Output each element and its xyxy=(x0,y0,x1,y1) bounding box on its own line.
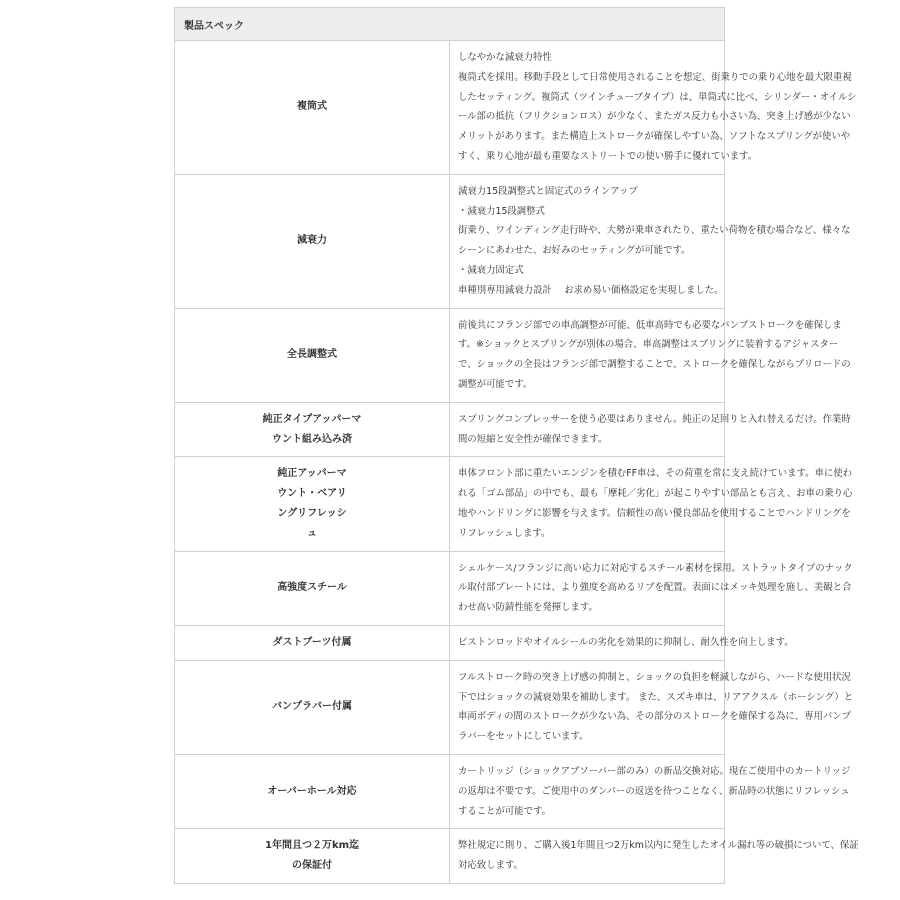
spec-row xyxy=(175,308,725,402)
spec-description-line: 前後共にフランジ部での車高調整が可能、低車高時でも必要なバンプストロークを確保しま xyxy=(458,319,842,331)
spec-description-line: れる「ゴム部品」の中でも、最も「摩耗／劣化」が起こりやすい部品とも言え、お車の乗り心 xyxy=(458,488,853,500)
spec-label-line: ウント・ベアリ xyxy=(277,487,347,499)
spec-label xyxy=(175,754,450,828)
spec-row xyxy=(175,754,725,828)
spec-table-title: 製品スペック xyxy=(175,8,725,41)
spec-table xyxy=(174,7,859,884)
spec-description-line: 対応致します。 xyxy=(458,860,523,872)
spec-description xyxy=(450,308,851,402)
spec-description-line: することが可能です。 xyxy=(458,805,551,817)
spec-description-line: す。※ショックとスプリングが別体の場合、車高調整はスプリングに装着するアジャスター xyxy=(458,339,839,351)
spec-description-line: スプリングコンプレッサーを使う必要はありません。純正の足回りと入れ替えるだけ。作業時 xyxy=(458,413,851,425)
spec-description-line: リフレッシュします。 xyxy=(458,527,551,539)
spec-description-line: すく、乗り心地が最も重要なストリートでの使い勝手に優れています。 xyxy=(458,150,758,162)
spec-description-line: ・減衰力固定式 xyxy=(458,264,524,276)
spec-description xyxy=(450,402,851,457)
spec-row xyxy=(175,829,725,884)
spec-label-line: 純正タイプアッパーマ xyxy=(262,413,362,425)
spec-label-line: ダストブーツ付属 xyxy=(272,636,352,648)
spec-description-line: 減衰力15段調整式と固定式のラインアップ xyxy=(458,185,638,197)
spec-label xyxy=(175,41,450,175)
spec-description-line: シーンにあわせた、お好みのセッティングが可能です。 xyxy=(458,245,691,257)
spec-label xyxy=(175,308,450,402)
spec-label xyxy=(175,174,450,308)
spec-label xyxy=(175,660,450,754)
spec-row xyxy=(175,41,725,175)
spec-label xyxy=(175,829,450,884)
spec-description-line: 下ではショックの減衰効果を補助します。 また、スズキ車は、リアアクスル（ホーシング）と xyxy=(458,691,854,703)
spec-description xyxy=(450,457,853,551)
spec-label-line: ングリフレッシ xyxy=(277,507,347,519)
spec-label-line: 純正アッパーマ xyxy=(277,467,347,479)
spec-description-line: 複筒式を採用。移動手段として日常使用されることを想定、街乗りでの乗り心地を最大限重視 xyxy=(458,71,852,83)
spec-label xyxy=(175,625,450,660)
spec-row xyxy=(175,660,725,754)
spec-description xyxy=(450,625,794,660)
spec-description-line: ラバーをセットにしています。 xyxy=(458,731,589,743)
spec-row xyxy=(175,625,725,660)
spec-description-line: 地やハンドリングに影響を与えます。信頼性の高い優良部品を使用することでハンドリングを xyxy=(458,507,851,519)
spec-label xyxy=(175,457,450,551)
spec-label-line: バンプラバー付属 xyxy=(272,701,352,713)
spec-description-line: わせ高い防錆性能を発揮します。 xyxy=(458,602,598,614)
spec-label xyxy=(175,402,450,457)
spec-description-line: フルストローク時の突き上げ感の抑制と、ショックの負担を軽減しながら、ハードな使用状況 xyxy=(458,671,851,683)
spec-description xyxy=(450,551,853,625)
spec-description-line: シェルケース/フランジに高い応力に対応するスチール素材を採用。ストラットタイプのナック xyxy=(458,562,853,574)
spec-label-line: の保証付 xyxy=(292,860,332,872)
spec-description-line: カートリッジ（ショックアブソーバー部のみ）の新品交換対応。現在ご使用中のカートリッジ xyxy=(458,765,851,777)
spec-description-line: ール部の抵抗（フリクションロス）が少なく、またガス反力も小さい為、突き上げ感が少ない xyxy=(458,111,851,123)
spec-label-line: ュ xyxy=(307,527,317,539)
spec-description-line: 車両ボディの間のストロークが少ない為、その部分のストロークを確保する為に、専用バンプ xyxy=(458,711,852,723)
spec-label-line: 1年間且つ２万km迄 xyxy=(264,840,360,852)
spec-label-line: オーバーホール対応 xyxy=(267,785,357,797)
spec-table-header-row xyxy=(175,8,725,41)
spec-label-line: 高強度スチール xyxy=(277,582,347,594)
spec-description xyxy=(450,660,854,754)
spec-row xyxy=(175,551,725,625)
spec-row xyxy=(175,174,725,308)
spec-description-line: 調整が可能です。 xyxy=(458,378,533,390)
spec-label-line: 複筒式 xyxy=(297,101,327,113)
spec-description-line: ・減衰力15段調整式 xyxy=(458,205,545,217)
spec-description-line: したセッティング。複筒式（ツインチューブタイプ）は、単筒式に比べ、シリンダー・オイルシ xyxy=(458,91,857,103)
spec-description-line: 間の短縮と安全性が確保できます。 xyxy=(458,433,608,445)
spec-description-line: 弊社規定に則り、ご購入後1年間且つ2万km以内に発生したオイル漏れ等の破損について、保証 xyxy=(458,840,859,852)
spec-description xyxy=(450,829,859,884)
spec-label-line: ウント組み込み済 xyxy=(272,433,352,445)
spec-description xyxy=(450,754,851,828)
spec-description xyxy=(450,41,857,175)
spec-table-body xyxy=(175,41,859,884)
spec-description-line: 街乗り、ワインディング走行時や、大勢が乗車されたり、重たい荷物を積む場合など、様々な xyxy=(458,225,851,237)
spec-description-line: メリットがあります。また構造上ストロークが確保しやすい為、ソフトなスプリングが使いや xyxy=(458,131,851,143)
spec-description-line: 車種別専用減衰力設計 お求め易い価格設定を実現しました。 xyxy=(458,284,724,296)
spec-row xyxy=(175,402,725,457)
spec-label xyxy=(175,551,450,625)
spec-label-line: 減衰力 xyxy=(297,235,327,247)
spec-description-line: ピストンロッドやオイルシールの劣化を効果的に抑制し、耐久性を向上します。 xyxy=(458,636,794,648)
spec-description-line: しなやかな減衰力特性 xyxy=(458,52,552,63)
spec-description-line: 車体フロント部に重たいエンジンを積むFF車は、その荷重を常に支え続けています。車に使わ xyxy=(458,468,852,480)
spec-description-line: ル取付部プレートには、より強度を高めるリブを配置。表面にはメッキ処理を施し、美観と合 xyxy=(458,582,852,594)
spec-description-line: の返却は不要です。ご使用中のダンパーの返送を待つことなく、新品時の状態にリフレッシュ xyxy=(458,785,850,797)
spec-description-line: で、ショックの全長はフランジ部で調整することで、ストロークを確保しながらプリロードの xyxy=(458,359,851,371)
spec-row xyxy=(175,457,725,551)
spec-description xyxy=(450,174,851,308)
spec-label-line: 全長調整式 xyxy=(287,349,337,361)
